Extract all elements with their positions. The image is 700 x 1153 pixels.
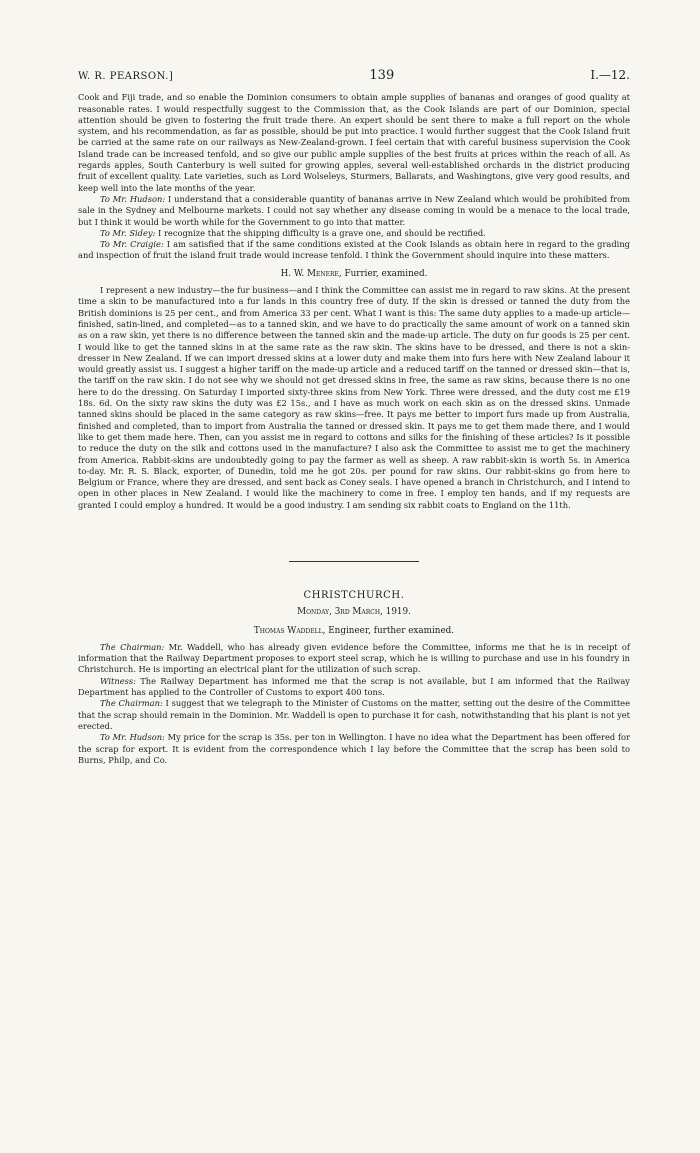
witness-heading-waddell: Thomas Waddell, Engineer, further examined. [253,625,455,636]
paragraph-witness [78,676,630,699]
speaker-label: The Chairman: [100,641,165,652]
paragraph-to-craigie [78,239,630,262]
paragraph-to-hudson-2 [78,732,630,766]
section-divider [289,561,419,562]
paragraph-fruit-trade: Cook and Fiji trade, and so enable the Dominion consumers to obtain ample supplies of bananas and oranges of good quality at reasonable rates. I would respectfully suggest to the Commission that, as the Cook Islands are part of our Dominion, special attention should be given to fostering the fruit trade there. An expert should be sent there to make a full report on the whole system, and his recommendation, as far as possible, should be put into practice. I would further suggest that the Cook Island fruit be carried at the same rate on our railways as New-Zealand-grown. I feel certain that with careful business supervision the Cook Island trade can be increased tenfold, and so give our public ample supplies of the best fruits at prices within the reach of all. As regards apples, South Canterbury is well suited for growing apples, several well-established orchards in the district producing fruit of excellent quality. Late varieties, such as Lord Wolseleys, Sturmers, Ballarats, and Washingtons, give very good results, and keep well into the late months of the year. [78,92,630,193]
paragraph-text: I suggest that we telegraph to the Minister of Customs on the matter, setting out the desire of the Committee that the scrap should remain in the Dominion. Mr. Waddell is open to purchase it for cash, notwithstanding that his plant is not yet erected. [78,698,630,731]
paragraph-chairman-2 [78,698,630,732]
speaker-label: To Mr. Hudson: [100,732,165,743]
document-page [78,70,630,766]
witness-heading-menere: H. W. Menere, Furrier, examined. [280,268,428,279]
paragraph-text: I understand that a considerable quantity of bananas arrive in New Zealand which would be prohibited from sale in the Sydney and Melbourne markets. I could not say whether any disease coming in would be a menace to the local trade, but I think it would be worth while for the Government to go into that matter. [78,193,630,227]
document-reference: I.—12. [590,68,630,82]
city-heading: CHRISTCHURCH. [303,589,405,601]
paragraph-fur-industry: I represent a new industry—the fur business—and I think the Committee can assist me in regard to raw skins. At the present time a skin to be manufactured into a fur lands in this country free of duty. If the skin is dressed or tanned the duty from the British dominions is 25 per cent., and from America 33 per cent. What I want is this: The same duty applies to a made-up article—finished, satin-lined, and completed—as to a tanned skin, and we have to do practically the same amount of work on a tanned skin as on a raw skin, yet there is no difference between the tanned skin and the made-up article. The duty on fur goods is 25 per cent. I would like to get the tanned skins in at the same rate as the raw skin. The skins have to be dressed, and there is not a skin-dresser in New Zealand. If we can import dressed skins at a lower duty and make them into furs here with New Zealand labour it would greatly assist us. I suggest a higher tariff on the made-up article and a reduced tariff on the tanned or dressed skin—that is, the tariff on the raw skin. I do not see why we should not get dressed skins in free, the same as raw skins, because there is no one here to do the dressing. On Saturday I imported sixty-three skins from New York. Three were dressed, and the duty cost me £19 18s. 6d. On the sixty raw skins the duty was £2 15s., and I have as much work on each skin as on the dressed skins. Unmade tanned skins should be placed in the same category as raw skins—free. It pays me better to import furs made up from Australia, finished and completed, than to import from Australia the tanned or dressed skin. It pays me to get them made there, and I would like to get them made here. Then, can you assist me in regard to cottons and silks for the finishing of these articles? Is it possible to reduce the duty on the silk and cottons used in the manufacture? I also ask the Committee to assist me to get the machinery from America. Rabbit-skins are undoubtedly going to pay the farmer as well as sheep. A raw rabbit-skin is worth 5s. in America to-day. Mr. R. S. Black, exporter, of Dunedin, told me he got 20s. per pound for raw skins. Our rabbit-skins go from here to Belgium or France, where they are dressed, and sent back as Coney seals. I have opened a branch in Christchurch, and I intend to open in other places in New Zealand. I would like the machinery to come in free. I employ ten hands, and if my requests are granted I could employ a hundred. It would be a good industry. I am sending six rabbit coats to England on the 11th. [78,285,630,510]
speaker-label: To Mr. Hudson: [100,193,166,204]
paragraph-text: Mr. Waddell, who has already given evidence before the Committee, informs me that he is in receipt of information that the Railway Department proposes to export steel scrap, which he is willing to purchase and use in his foundry in Christchurch. He is importing an electrical plant for the utilization of such scrap. [78,641,630,675]
speaker-label: Witness: [100,675,136,686]
section-christchurch [78,590,630,766]
speaker-label: To Mr. Craigie: [100,239,164,250]
paragraph-to-hudson [78,194,630,228]
paragraph-chairman-1 [78,642,630,676]
paragraph-to-sidey [78,228,630,239]
speaker-label: The Chairman: [100,698,163,709]
paragraph-text: The Railway Department has informed me that the scrap is not available, but I am informed that the Railway Department has applied to the Controller of Customs to export 400 tons. [78,675,630,698]
speaker-label: To Mr. Sidey: [100,227,156,238]
paragraph-text: My price for the scrap is 35s. per ton in Wellington. I have no idea what the Department has been offered for the scrap for export. It is evident from the correspondence which I lay before the Committee that the scrap has been sold to Burns, Philp, and Co. [78,732,630,765]
date-heading: Monday, 3rd March, 1919. [297,607,411,618]
page-header [78,70,630,82]
paragraph-text: I recognize that the shipping difficulty is a grave one, and should be rectified. [155,227,486,238]
running-author: W. R. PEARSON.] [78,71,174,82]
page-number: 139 [369,68,395,83]
paragraph-text: I am satisfied that if the same conditions existed at the Cook Islands as obtain here in regard to the grading and inspection of fruit the island fruit trade would increase tenfold. I think the Government should inquire into these matters. [78,239,630,261]
